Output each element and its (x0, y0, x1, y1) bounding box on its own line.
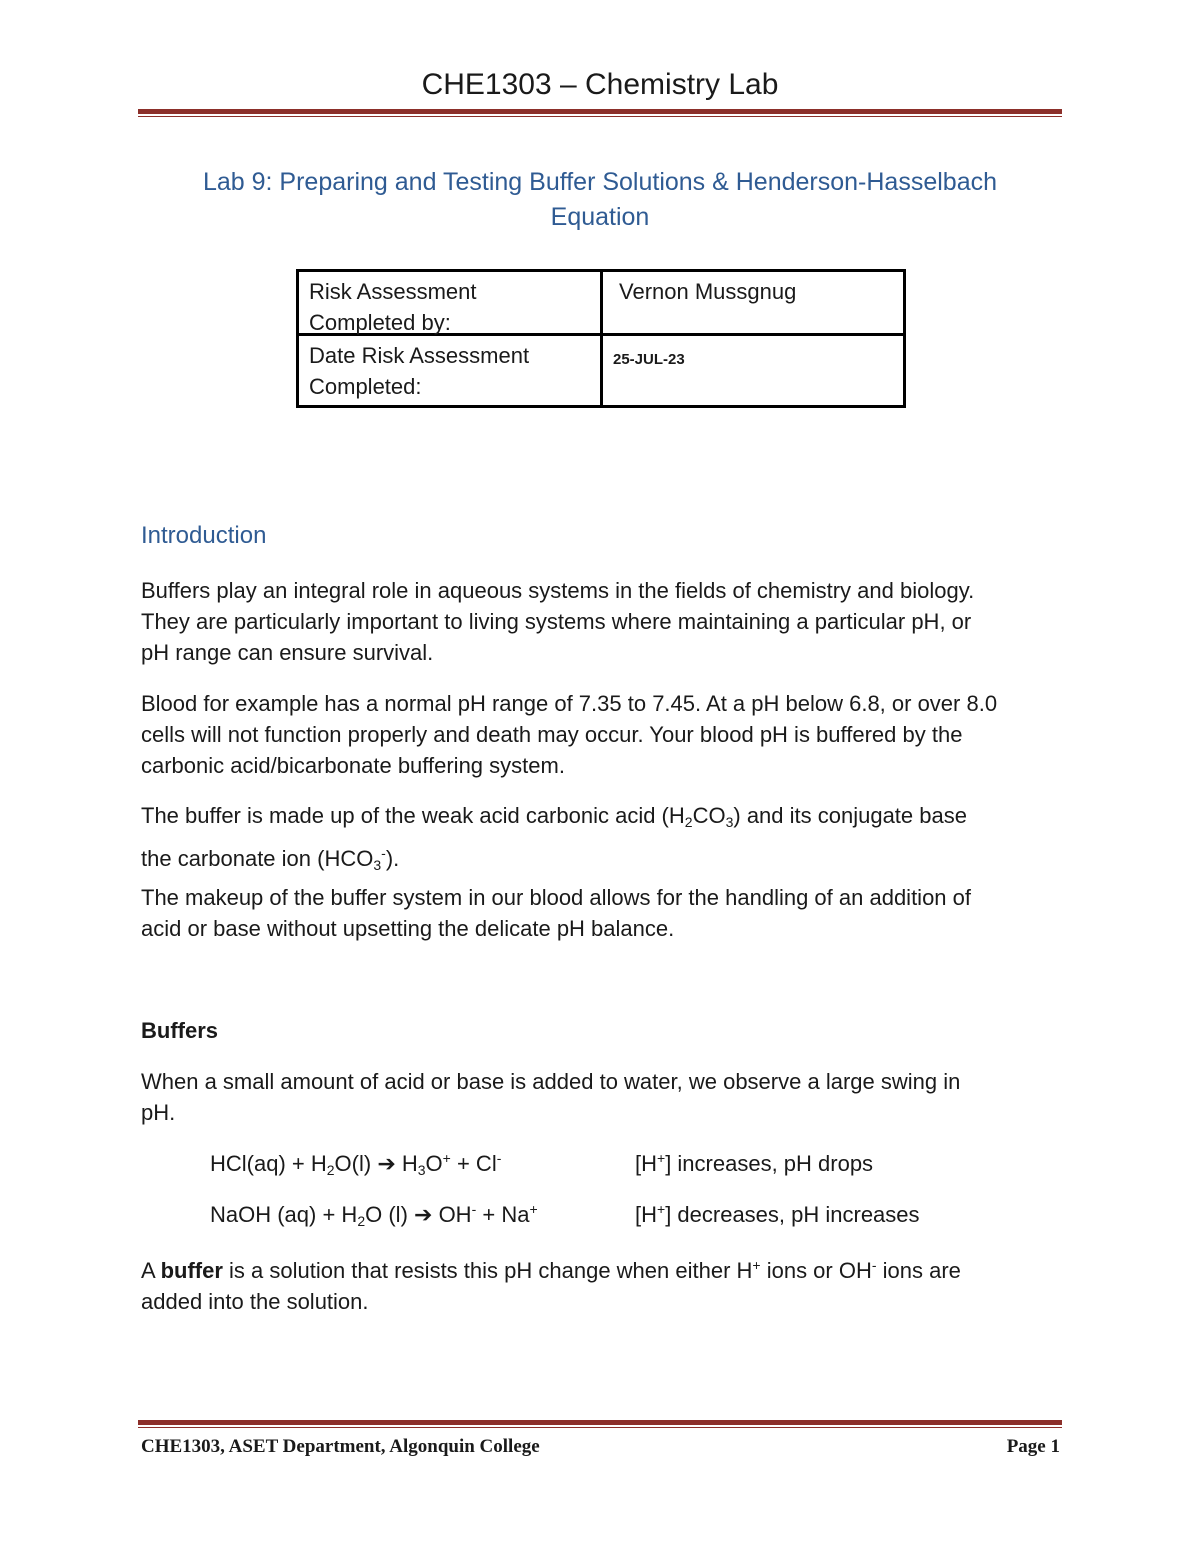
intro-paragraph-3: The buffer is made up of the weak acid carbonic acid $(H_2CO_3)$ and its conjugate base the carbonate ion $(HCO_3^-)$. (141, 803, 967, 873)
document-title (138, 165, 1062, 235)
intro-paragraph-1: Buffers play an integral role in aqueous systems in the fields of chemistry and biology. They are particularly important to living systems where maintaining a particular pH, or pH range can ensure survival. (141, 578, 975, 665)
buffers-heading: Buffers (141, 1018, 219, 1043)
arrow-icon: ➔ (414, 1202, 433, 1227)
document-title-line-2: Equation (550, 203, 650, 231)
risk-completed-by-value: Vernon Mussgnug (603, 272, 903, 336)
risk-assessment-table (296, 269, 906, 408)
equation-hcl: $HCl(aq) + H_2O(l)$ ➔ $H_3O^+ + Cl^-$ (210, 1150, 502, 1178)
buffers-paragraph-2: A buffer is a solution that resists this pH change when either H+ ions or OH- ions are added into the solution. (141, 1257, 961, 1314)
equation-naoh: NaOH $(aq) + H_2O$ (l) ➔ OH- + Na+ (210, 1201, 538, 1229)
introduction-heading: Introduction (141, 522, 267, 549)
footer-course-info: CHE1303, ASET Department, Algonquin College (141, 1436, 540, 1457)
header-divider (138, 109, 1062, 117)
intro-paragraph-4: The makeup of the buffer system in our blood allows for the handling of an addition of acid or base without upsetting the delicate pH balance. (141, 885, 971, 941)
document-title-line-1: Lab 9: Preparing and Testing Buffer Solutions & Henderson-Hasselbach (202, 168, 998, 196)
equation-naoh-effect: [H+] decreases, pH increases (635, 1201, 920, 1227)
footer-divider (138, 1420, 1062, 1428)
risk-date-value: 25-JUL-23 (613, 351, 685, 368)
page-header-title: CHE1303 – Chemistry Lab (421, 68, 779, 101)
footer-page-number: Page 1 (1006, 1436, 1060, 1457)
buffers-paragraph-1: When a small amount of acid or base is added to water, we observe a large swing in pH. (141, 1069, 961, 1125)
arrow-icon: ➔ (377, 1151, 396, 1176)
equation-hcl-effect: [H+] increases, pH drops (635, 1150, 874, 1176)
risk-date-label: Date Risk Assessment Completed: (299, 336, 603, 406)
intro-paragraph-2: Blood for example has a normal pH range of 7.35 to 7.45. At a pH below 6.8, or over 8.0 cells will not function properly and death may occur. Your blood pH is buffered by the carbonic acid/bicarbonate buffering system. (141, 691, 998, 778)
risk-completed-by-label: Risk Assessment Completed by: (299, 272, 603, 336)
